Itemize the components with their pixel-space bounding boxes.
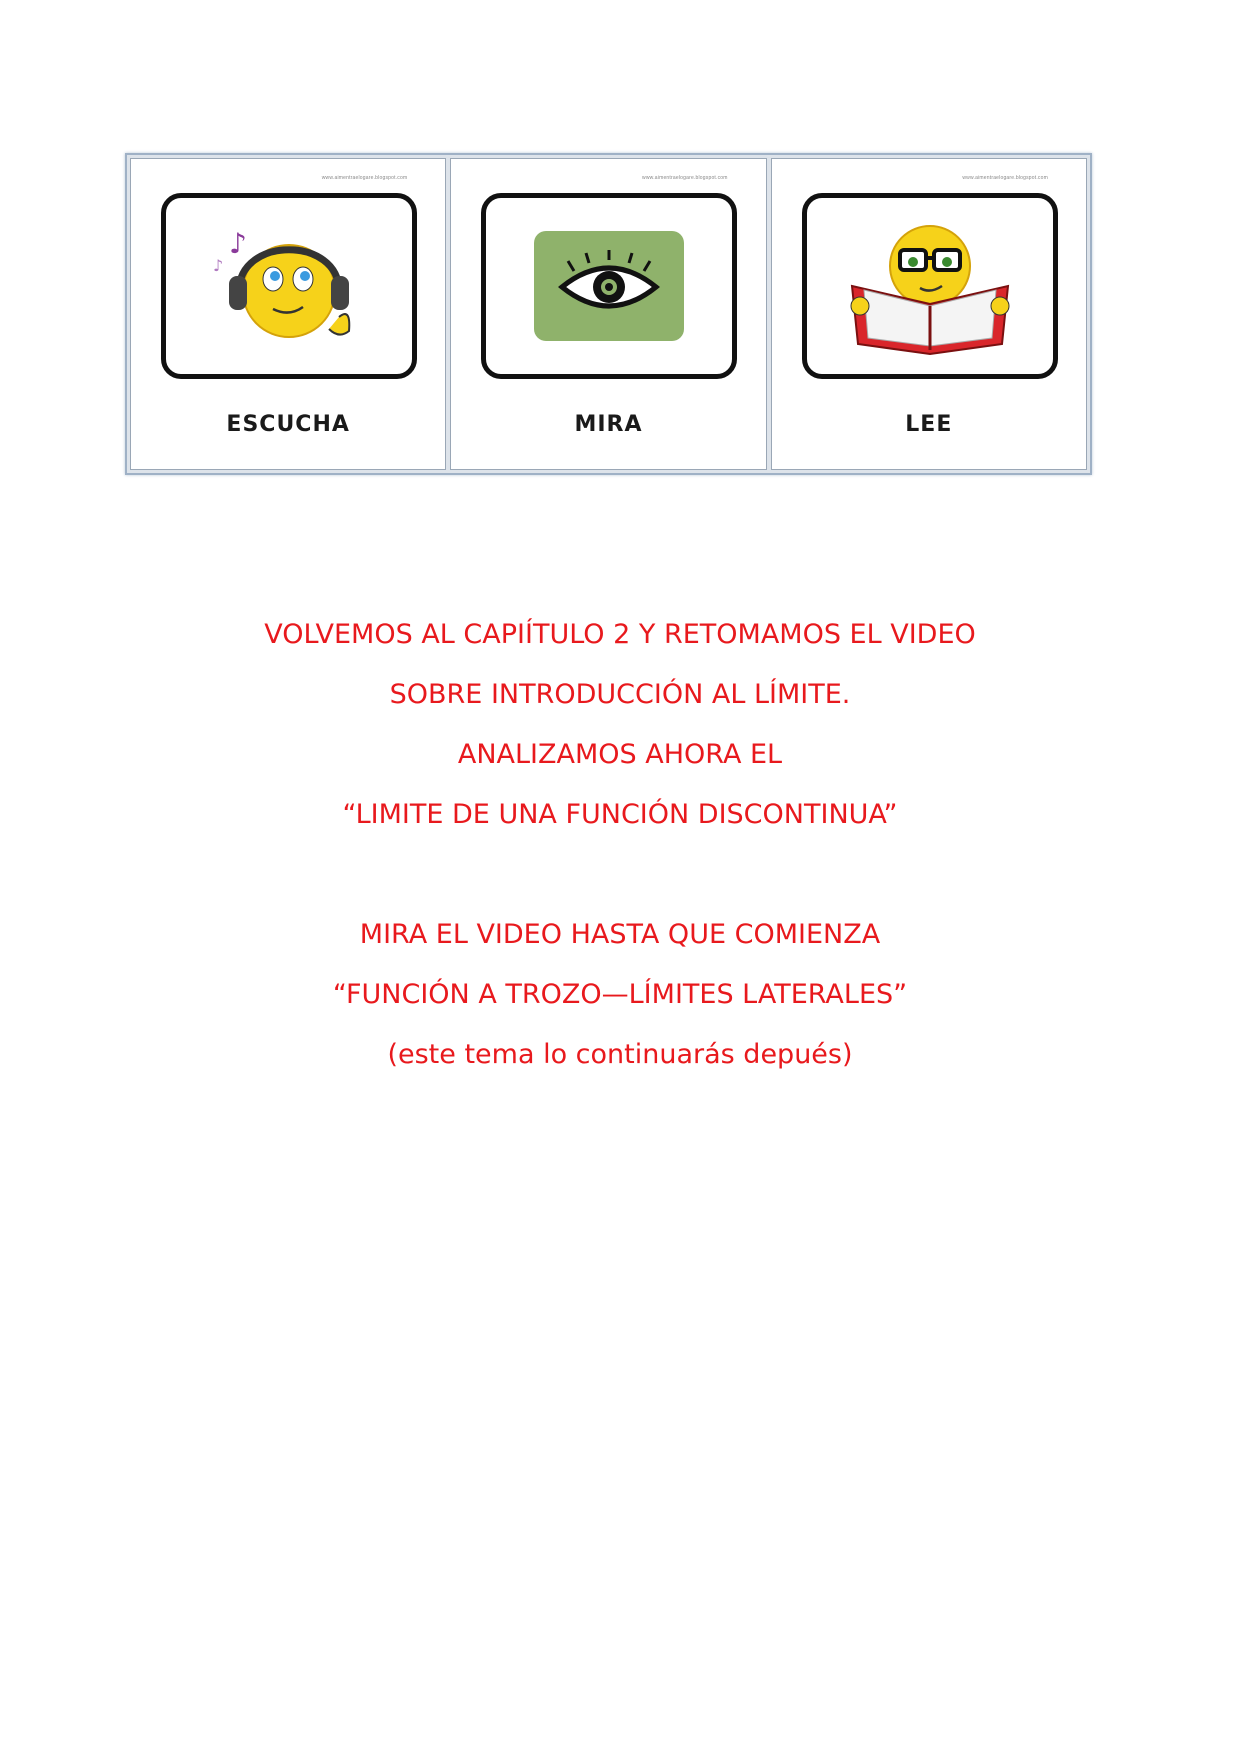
paragraph-2-line-3: (este tema lo continuarás depués) (387, 1039, 853, 1070)
card-mira (450, 158, 766, 470)
paragraph-1-line-3: ANALIZAMOS AHORA EL (457, 739, 783, 770)
paragraph-2-line-2: “FUNCIÓN A TROZO—LÍMITES LATERALES” (332, 979, 908, 1010)
paragraph-1-line-1: VOLVEMOS AL CAPIÍTULO 2 Y RETOMAMOS EL VIDEO (264, 619, 976, 650)
card-credit: www.aimentraelogare.blogspot.com (642, 175, 728, 181)
svg-text:♪: ♪ (213, 256, 224, 275)
paragraph-gap (0, 845, 1240, 905)
card-frame (802, 193, 1058, 379)
card-label: MIRA (574, 412, 643, 437)
paragraph-1-line-4: “LIMITE DE UNA FUNCIÓN DISCONTINUA” (342, 799, 898, 830)
card-credit: www.aimentraelogare.blogspot.com (321, 175, 408, 181)
paragraph-1-line-2: SOBRE INTRODUCCIÓN AL LÍMITE. (389, 679, 851, 710)
smiley-reading-book-icon (830, 216, 1030, 356)
paragraph-2-line-1: MIRA EL VIDEO HASTA QUE COMIENZA (359, 919, 881, 950)
instructions (0, 605, 1240, 1085)
card-frame (481, 193, 737, 379)
card-lee (771, 158, 1087, 470)
smiley-headphones-icon (189, 221, 389, 351)
pictogram-strip (125, 153, 1092, 475)
card-escucha (130, 158, 446, 470)
card-label: ESCUCHA (226, 412, 350, 437)
card-label: LEE (905, 412, 953, 437)
eye-icon (534, 231, 684, 341)
card-frame (161, 193, 417, 379)
svg-text:♪: ♪ (229, 227, 247, 260)
card-credit: www.aimentraelogare.blogspot.com (962, 175, 1048, 181)
